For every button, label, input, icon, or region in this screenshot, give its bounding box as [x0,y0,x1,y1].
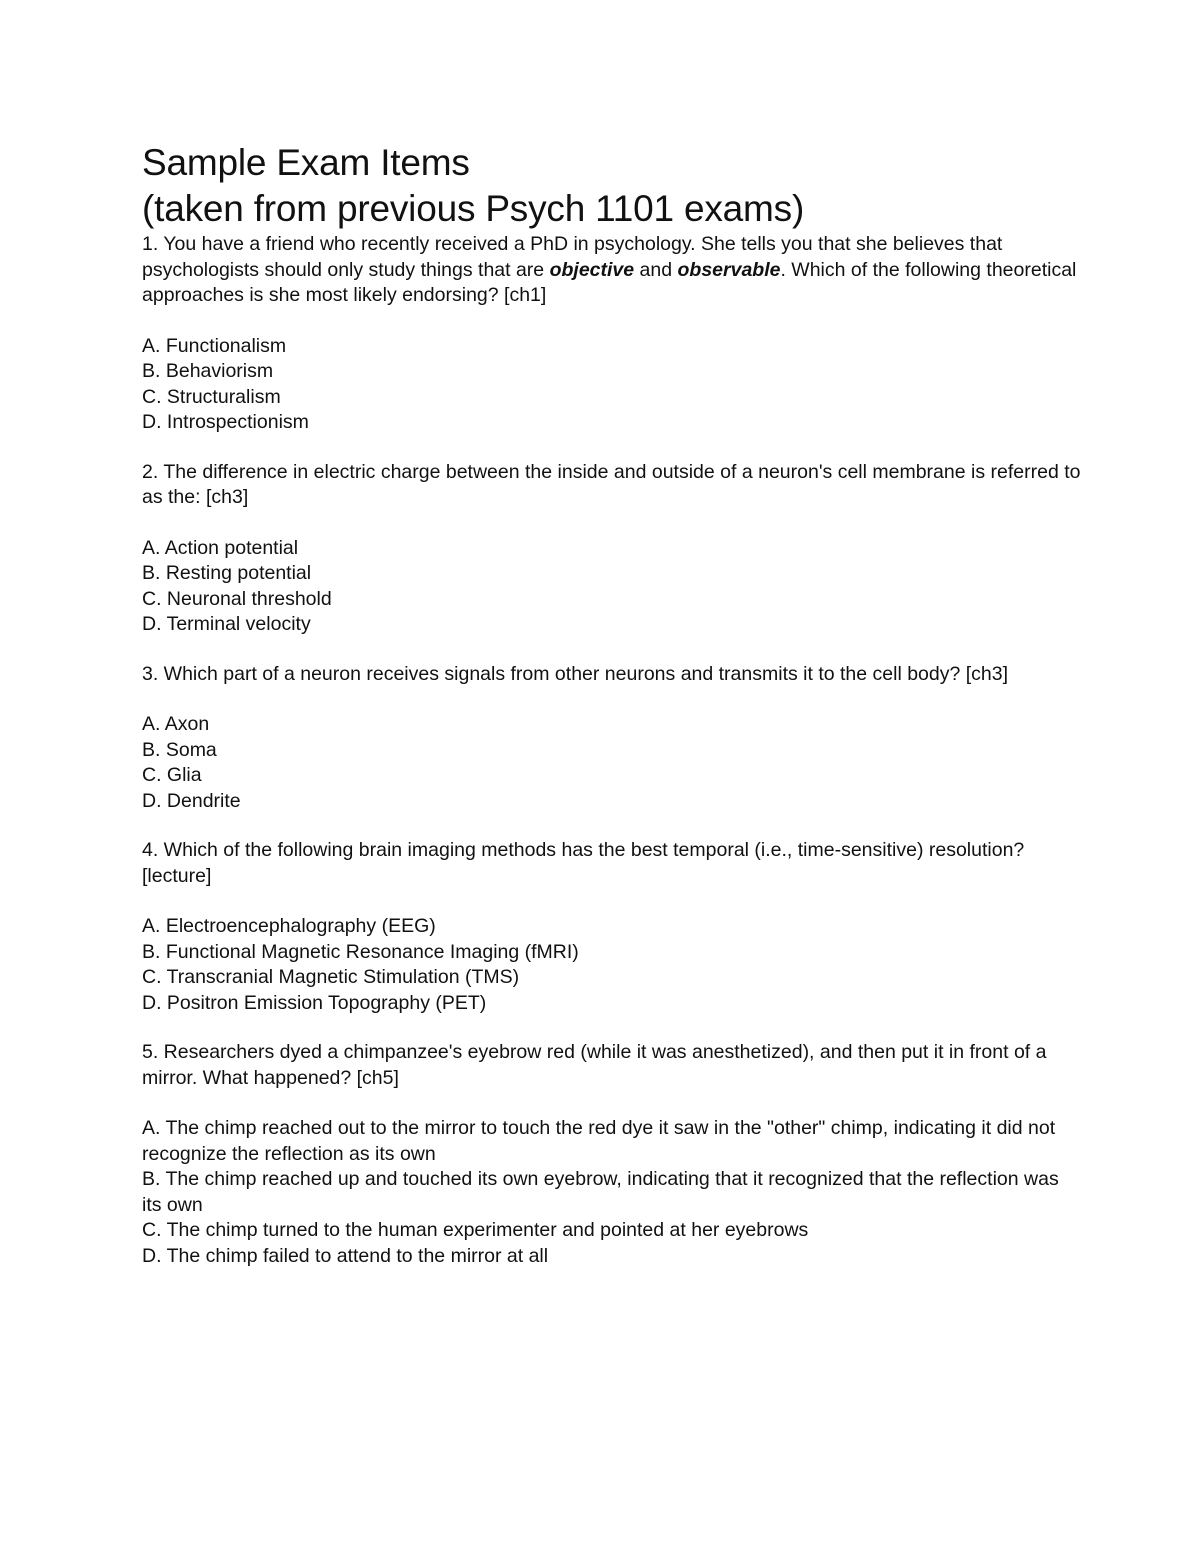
page-title [142,140,1082,232]
answer-option: B. Functional Magnetic Resonance Imaging (fMRI) [142,940,579,963]
question-1 [142,232,1082,436]
answer-option: B. The chimp reached up and touched its own eyebrow, indicating that it recognized that the reflection was its own [142,1168,1059,1216]
answer-option: D. Positron Emission Topography (PET) [142,991,487,1014]
answer-option: A. Action potential [142,536,299,559]
answer-option: C. The chimp turned to the human experimenter and pointed at her eyebrows [142,1219,809,1241]
exam-page [142,140,1082,1269]
question-1-text: 1. You have a friend who recently received a PhD in psychology. She tells you that she believes that psychologists should only study things that are objective and observable. Which of the following theoretical approaches is she most likely endorsing? [ch1] [142,233,1077,306]
answer-option: D. Terminal velocity [142,613,311,635]
answer-option: C. Neuronal threshold [142,587,332,610]
answer-option: B. Behaviorism [142,360,274,382]
title-line-2: (taken from previous Psych 1101 exams) [142,188,805,229]
answer-option: A. The chimp reached out to the mirror to touch the red dye it saw in the "other" chimp, indicating it did not recognize the reflection as its own [142,1117,1056,1165]
question-5 [142,1040,1082,1269]
question-4 [142,838,1082,1016]
answer-option: C. Glia [142,764,202,786]
title-line-1: Sample Exam Items [142,142,470,183]
question-4-options [142,914,1082,1016]
answer-option: D. Introspectionism [142,411,309,433]
answer-option: B. Soma [142,738,217,761]
answer-option: A. Axon [142,713,210,735]
question-2-text: 2. The difference in electric charge between the inside and outside of a neuron's cell membrane is referred to as the: [ch3] [142,460,1081,508]
answer-option: B. Resting potential [142,562,312,584]
question-3-text: 3. Which part of a neuron receives signals from other neurons and transmits it to the cell body? [ch3] [142,662,1009,685]
question-2-options [142,536,1082,638]
answer-option: C. Transcranial Magnetic Stimulation (TMS) [142,966,520,988]
question-3 [142,662,1082,815]
question-2 [142,460,1082,638]
answer-option: A. Electroencephalography (EEG) [142,915,436,937]
emphasis-observable: observable [677,258,781,281]
question-3-options [142,712,1082,814]
emphasis-objective: objective [549,258,635,281]
answer-option: D. Dendrite [142,789,241,812]
question-1-options [142,334,1082,436]
answer-option: A. Functionalism [142,334,287,357]
question-4-text: 4. Which of the following brain imaging methods has the best temporal (i.e., time-sensitive) resolution? [lecture] [142,839,1025,887]
question-5-options [142,1116,1082,1269]
answer-option: D. The chimp failed to attend to the mirror at all [142,1244,549,1267]
answer-option: C. Structuralism [142,385,281,408]
question-5-text: 5. Researchers dyed a chimpanzee's eyebrow red (while it was anesthetized), and then put it in front of a mirror. What happened? [ch5] [142,1041,1047,1089]
